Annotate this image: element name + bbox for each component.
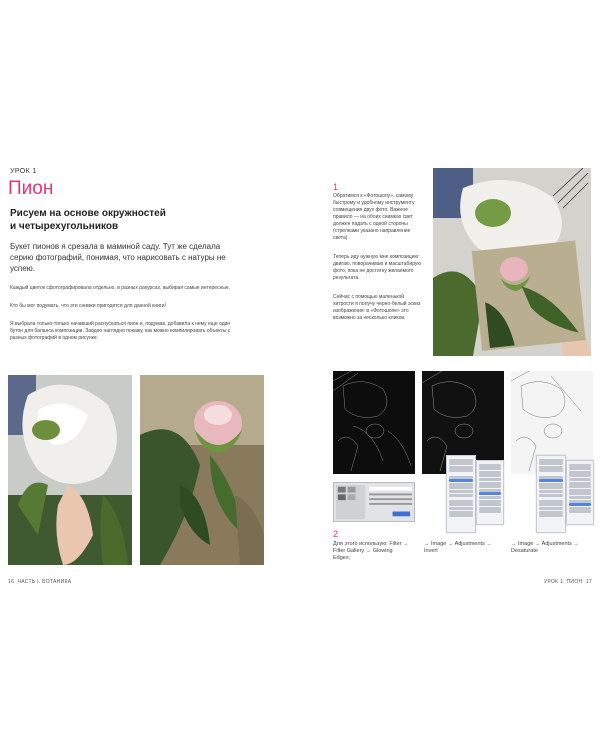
step-2-number: 2 bbox=[333, 529, 339, 539]
step-1-paragraph-2: Теперь иду нужную мне композицию: двигаю, поворачиваю и масштабирую фото, пока не достигну желаемого результата. bbox=[333, 254, 422, 281]
peony-hand-photo bbox=[8, 375, 132, 565]
adjustments-submenu-invert bbox=[476, 460, 504, 525]
paragraph-1: Каждый цветок сфотографировала отдельно, в разных ракурсах, выбирая самые интересные. bbox=[10, 285, 231, 291]
subtitle-line-2: и четырехугольников bbox=[10, 221, 119, 232]
page-subtitle bbox=[10, 207, 210, 233]
lesson-label: УРОК 1 bbox=[10, 168, 37, 175]
step-1-paragraph-1: Обратимся к «Фотошопу», самому быстрому и удобному инструменту совмещения двух фото. Важное правило — на обоих снимках свет должен падать с одной стороны (стрелками указано направление света). bbox=[333, 193, 415, 241]
step-2-caption-filter: Для этого использую: Filter → Filter Gallery → Glowing Edges; bbox=[333, 541, 409, 561]
filter-gallery-dialog bbox=[333, 482, 415, 522]
left-part-label: ЧАСТЬ І. БОТАНИКА bbox=[17, 579, 72, 585]
image-menu-desaturate bbox=[536, 455, 566, 533]
image-menu-invert bbox=[446, 455, 476, 533]
step-2-caption-invert: → Image → Adjustments → Invert bbox=[424, 541, 492, 554]
paragraph-2: Кто бы мог подумать, что эти снимки пригодятся для данной книги! bbox=[10, 303, 166, 309]
right-lesson-label: УРОК 1. ПИОН bbox=[543, 579, 583, 585]
composite-peony-photo bbox=[433, 168, 591, 356]
step-1-paragraph-3: Сейчас с помощью маленькой хитрости я получу черно-белый эскиз изображения: в «Фотошопе» это возможно за несколько кликов. bbox=[333, 294, 421, 321]
step-1-number: 1 bbox=[333, 182, 339, 192]
page-title: Пион bbox=[8, 178, 54, 199]
adjustments-submenu-desaturate bbox=[566, 460, 594, 525]
right-page-number: 17 bbox=[585, 579, 592, 585]
glowing-edges-preview bbox=[333, 371, 415, 474]
paragraph-3: Я выбрала только-только начавший распускаться пион и, подумав, добавила к нему еще один бутон для баланса композиции. Заодно наглядно покажу, как можно компилировать объекты с разных фотографий в одном рисунке. bbox=[10, 321, 231, 341]
left-page-number: 16 bbox=[8, 579, 15, 585]
step-2-caption-desaturate: → Image → Adjustments → Desaturate bbox=[511, 541, 579, 554]
subtitle-line-1: Рисуем на основе окружностей bbox=[10, 208, 166, 219]
left-footer bbox=[8, 579, 71, 585]
peony-bud-photo bbox=[140, 375, 264, 565]
lead-paragraph: Букет пионов я срезала в маминой саду. Тут же сделала серию фотографий, понимая, что нарисовать с натуры не успею. bbox=[10, 242, 226, 273]
right-footer bbox=[544, 579, 592, 585]
